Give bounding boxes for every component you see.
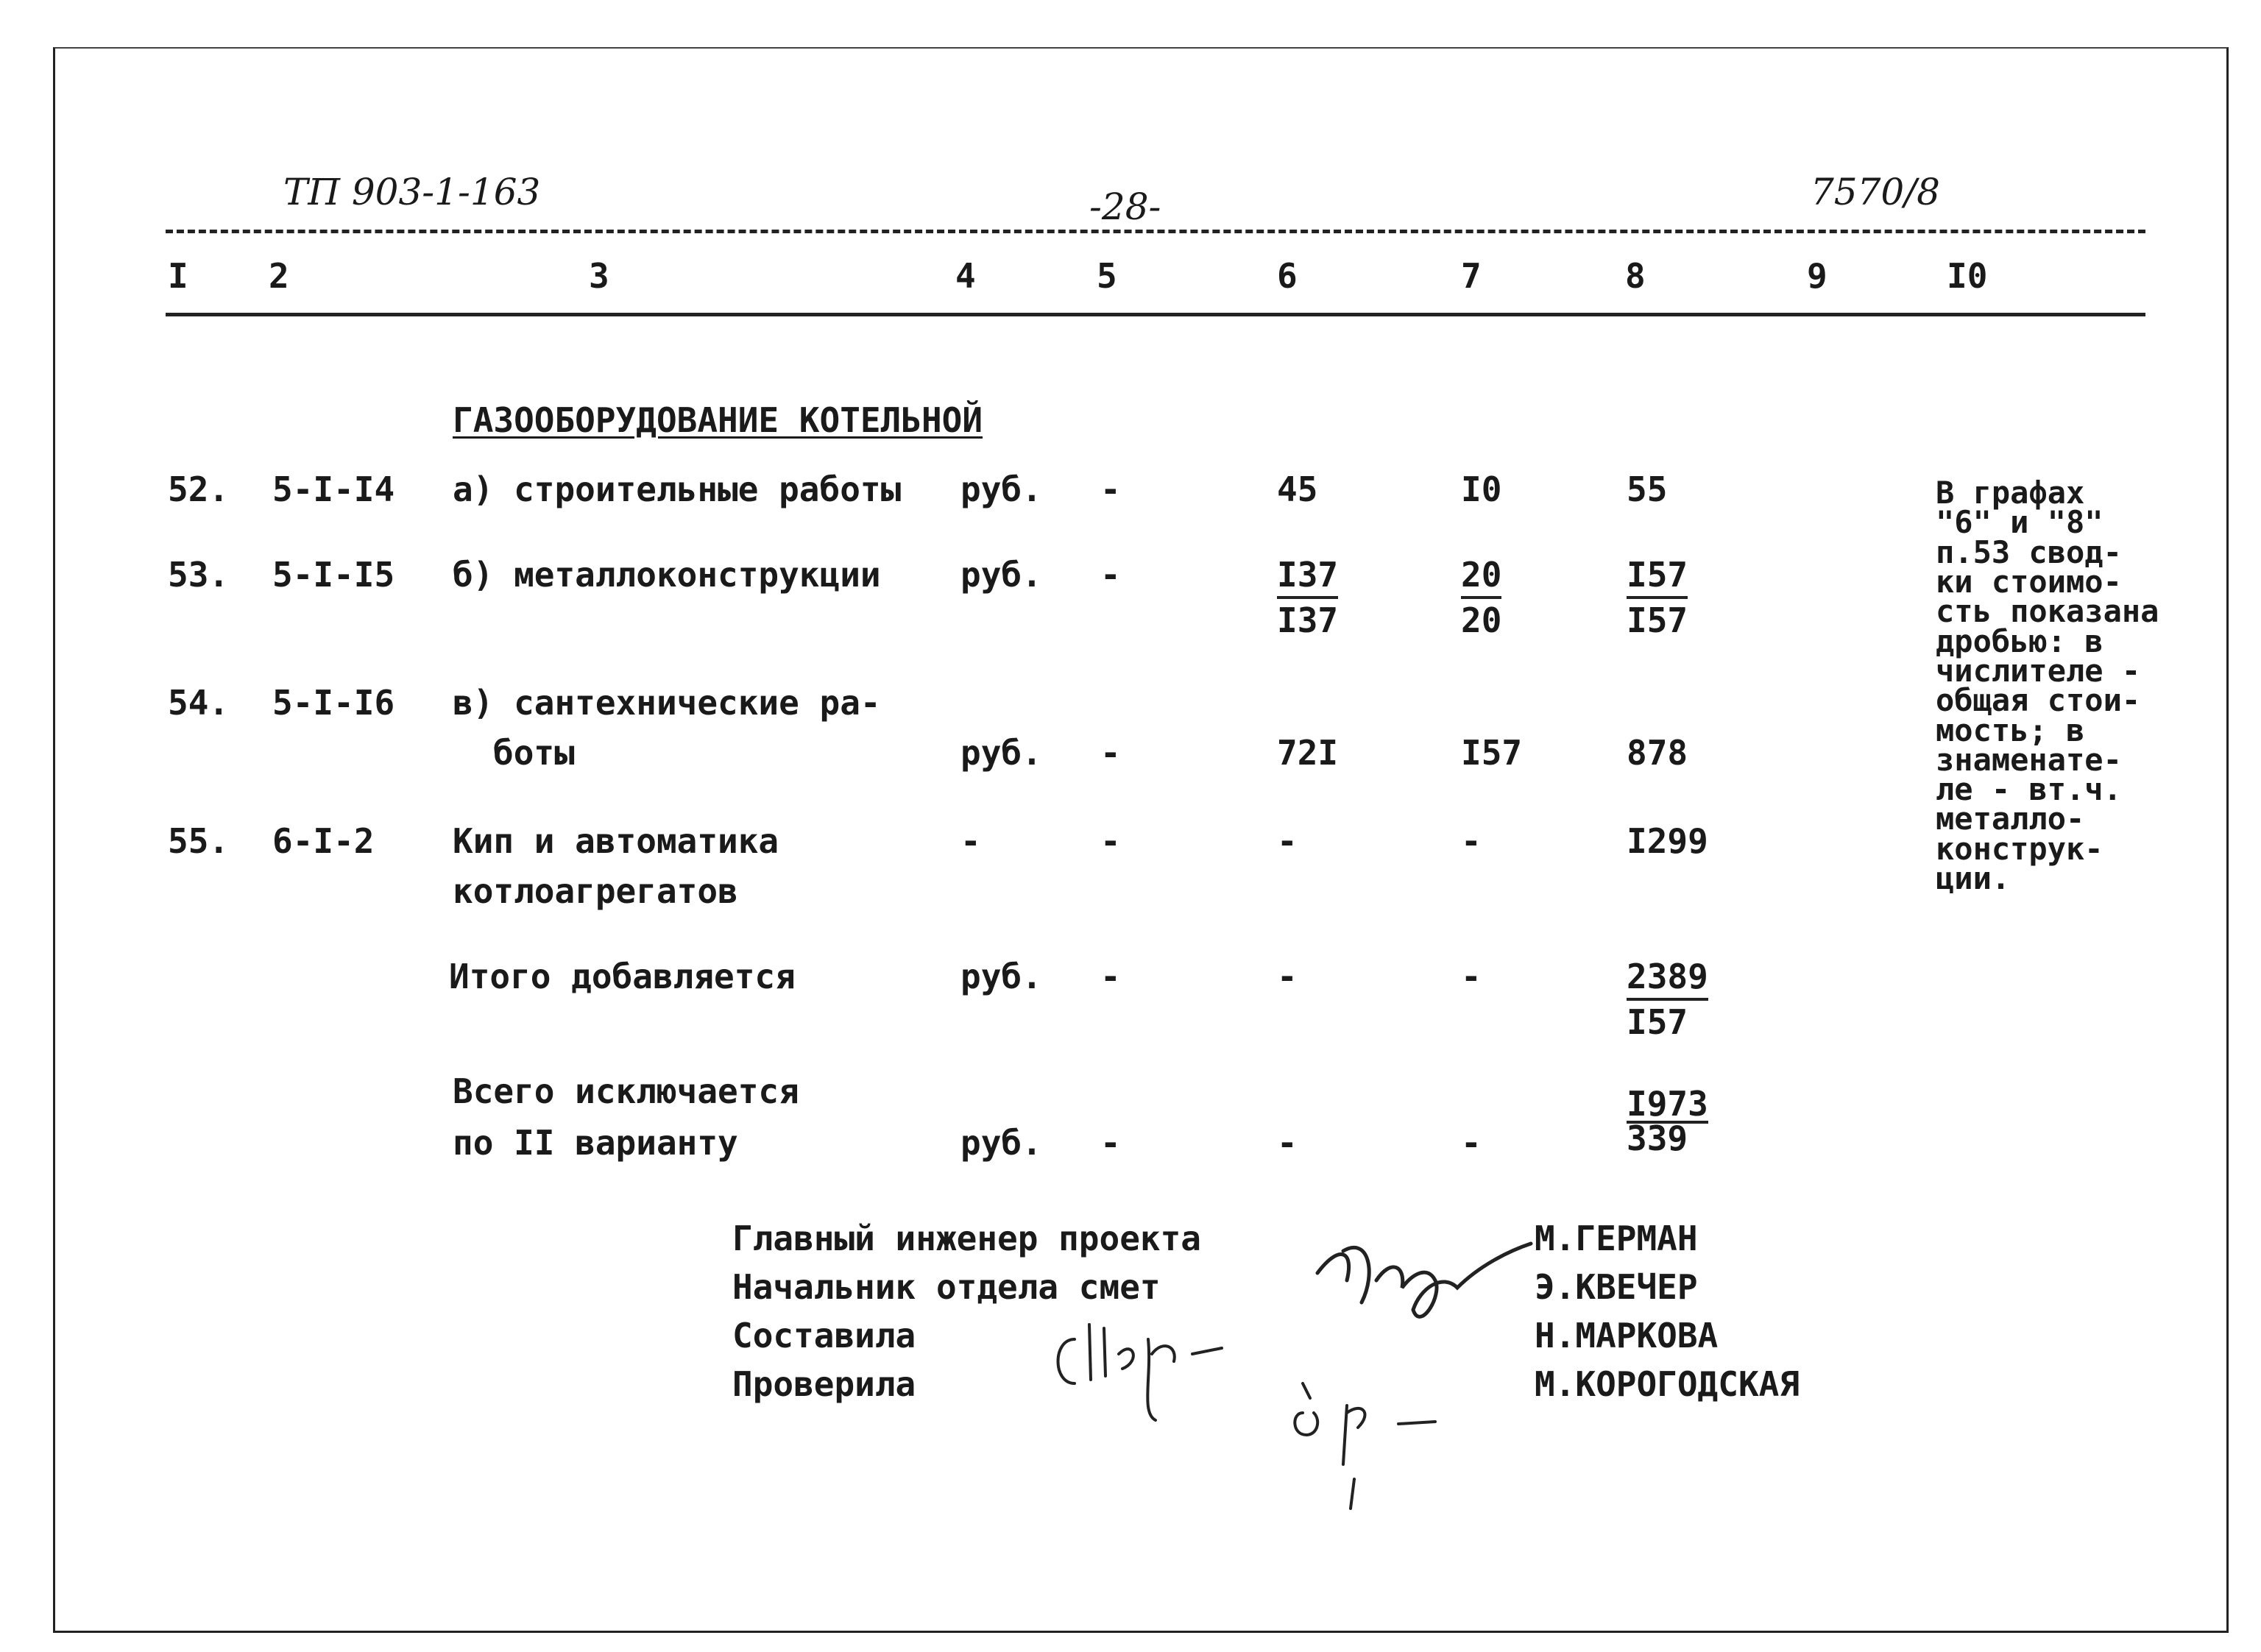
row-54-c7: I57	[1461, 733, 1523, 773]
handwritten-signature-2	[1045, 1310, 1236, 1420]
total-added-label: Итого добавляется	[449, 957, 796, 996]
total-excluded-numerator: I973	[1627, 1084, 1708, 1124]
row-53-c8-fraction	[1627, 555, 1688, 640]
col-header-7: 7	[1461, 256, 1482, 296]
row-55-code: 6-I-2	[272, 821, 375, 861]
sig-role-compiled: Составила	[732, 1316, 916, 1355]
row-53-c7-fraction	[1461, 555, 1502, 640]
col-header-3: 3	[589, 256, 609, 296]
sig-role-chief-engineer: Главный инженер проекта	[732, 1219, 1201, 1258]
total-added-c5: -	[1100, 957, 1121, 996]
row-53-c5: -	[1100, 555, 1121, 595]
sig-name-kvecher: Э.КВЕЧЕР	[1535, 1267, 1698, 1307]
total-excluded-c7: -	[1461, 1123, 1482, 1163]
row-53-name: б) металлоконструкции	[453, 555, 881, 595]
row-54-name-line1: в) сантехнические ра-	[453, 683, 881, 723]
col-header-2: 2	[269, 256, 289, 296]
row-52-c8: 55	[1627, 469, 1668, 509]
total-excluded-denominator: 339	[1627, 1119, 1688, 1159]
header-rule-top	[166, 230, 2145, 233]
row-53-unit: руб.	[960, 555, 1042, 595]
col-header-9: 9	[1807, 256, 1827, 296]
total-excluded-label-line2: по II варианту	[453, 1123, 738, 1163]
row-55-c6: -	[1277, 821, 1298, 861]
doc-ref: 7570/8	[1811, 171, 1940, 213]
row-52-c7: I0	[1461, 469, 1502, 509]
row-54-no: 54.	[168, 683, 230, 723]
row-55-c8: I299	[1627, 821, 1708, 861]
row-54-c6: 72I	[1277, 733, 1339, 773]
col-header-5: 5	[1097, 256, 1117, 296]
row-55-name-line2: котлоагрегатов	[453, 871, 738, 911]
row-52-code: 5-I-I4	[272, 469, 395, 509]
sig-name-german: М.ГЕРМАН	[1535, 1219, 1698, 1258]
page-number: -28-	[1089, 185, 1161, 228]
col-header-10: I0	[1947, 256, 1988, 296]
sig-role-head-estimates: Начальник отдела смет	[732, 1267, 1161, 1307]
row-52-c6: 45	[1277, 469, 1318, 509]
sig-name-korogodskaya: М.КОРОГОДСКАЯ	[1535, 1364, 1800, 1404]
row-54-unit: руб.	[960, 733, 1042, 773]
row-52-name: а) строительные работы	[453, 469, 902, 509]
row-55-c7: -	[1461, 821, 1482, 861]
total-added-c8-fraction	[1627, 957, 1708, 1042]
col-header-6: 6	[1277, 256, 1298, 296]
row-55-no: 55.	[168, 821, 230, 861]
total-added-unit: руб.	[960, 957, 1042, 996]
doc-code: ТП 903-1-163	[283, 171, 541, 213]
sig-name-markova: Н.МАРКОВА	[1535, 1316, 1719, 1355]
row-53-c7-numerator: 20	[1461, 558, 1501, 599]
handwritten-signature-3	[1281, 1361, 1472, 1509]
total-excluded-c6: -	[1277, 1123, 1298, 1163]
total-added-c6: -	[1277, 957, 1298, 996]
row-53-no: 53.	[168, 555, 230, 595]
row-54-c5: -	[1100, 733, 1121, 773]
row-54-code: 5-I-I6	[272, 683, 395, 723]
col-header-1: I	[168, 256, 188, 296]
section-title: ГАЗООБОРУДОВАНИЕ КОТЕЛЬНОЙ	[453, 400, 983, 440]
row-55-c5: -	[1100, 821, 1121, 861]
row-53-c8-denominator: I57	[1627, 600, 1688, 640]
row-53-c6-fraction	[1277, 555, 1339, 640]
row-55-name-line1: Кип и автоматика	[453, 821, 779, 861]
handwritten-signature-1	[1310, 1222, 1546, 1354]
total-excluded-c8-fraction	[1627, 1084, 1708, 1159]
total-excluded-label-line1: Всего исключается	[453, 1071, 799, 1111]
row-53-c8-numerator: I57	[1627, 558, 1688, 599]
row-52-no: 52.	[168, 469, 230, 509]
row-53-c6-numerator: I37	[1277, 558, 1338, 599]
total-excluded-unit: руб.	[960, 1123, 1042, 1163]
row-52-unit: руб.	[960, 469, 1042, 509]
header-rule-bottom	[166, 313, 2145, 316]
total-added-c7: -	[1461, 957, 1482, 996]
row-53-code: 5-I-I5	[272, 555, 395, 595]
total-excluded-c5: -	[1100, 1123, 1121, 1163]
total-added-numerator: 2389	[1627, 960, 1708, 1001]
row-53-c6-denominator: I37	[1277, 600, 1339, 640]
row-54-name-line2: боты	[493, 733, 575, 773]
row-54-c8: 878	[1627, 733, 1688, 773]
row-55-unit: -	[960, 821, 981, 861]
row-53-c7-denominator: 20	[1461, 600, 1502, 640]
sig-role-checked: Проверила	[732, 1364, 916, 1404]
row-52-c5: -	[1100, 469, 1121, 509]
col-header-8: 8	[1625, 256, 1646, 296]
col-header-4: 4	[955, 256, 976, 296]
total-added-denominator: I57	[1627, 1002, 1688, 1042]
note-column-10: В графах "6" и "8" п.53 свод- ки стоимо- сть показана дробью: в числителе - общая стои- мость; в знаменате- ле - вт.ч. металло- конструк- ции.	[1936, 475, 2159, 897]
